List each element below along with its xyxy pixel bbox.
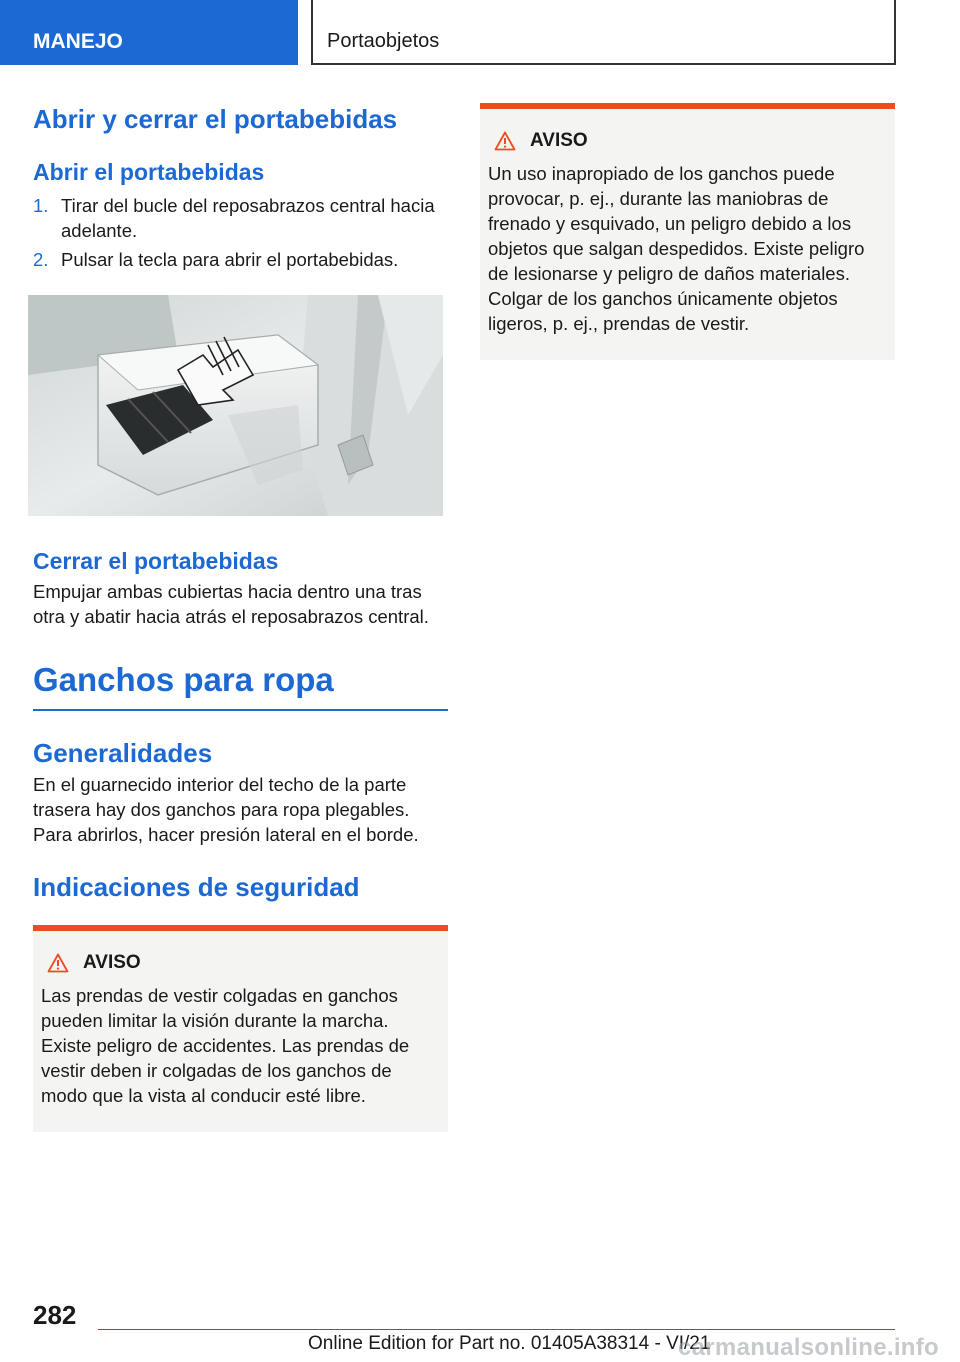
armrest-illustration — [28, 295, 443, 516]
step-text: Pulsar la tecla para abrir el portabebidas. — [61, 249, 399, 270]
header-section-label: MANEJO — [33, 30, 123, 53]
header-section-tab — [0, 0, 298, 65]
list-item — [33, 193, 448, 243]
heading-safety: Indicaciones de seguridad — [33, 872, 360, 902]
armrest-cupholder-image — [28, 295, 443, 516]
page-number: 282 — [33, 1300, 77, 1330]
footer-edition: Online Edition for Part no. 01405A38314 - VI/21 — [308, 1333, 711, 1354]
warning-text: Un uso inapropiado de los ganchos puede provocar, p. ej., durante las maniobras de frenado y esquivado, un peligro debido a los objetos que salgan despedidos. Existe peligro de lesionarse y peligro de daños materiales. Colgar de los ganchos únicamente objetos ligeros, p. ej., prendas de vestir. — [488, 163, 865, 334]
warning-title-text: AVISO — [83, 952, 141, 973]
left-column — [33, 103, 448, 1132]
heading-close: Cerrar el portabebidas — [33, 548, 279, 574]
heading-open-close: Abrir y cerrar el portabebidas — [33, 104, 398, 134]
list-item — [33, 247, 448, 272]
warning-box-right — [480, 103, 895, 360]
warning-triangle-icon — [47, 953, 69, 973]
paragraph-close: Empujar ambas cubiertas hacia dentro una tras otra y abatir hacia atrás el reposabrazos central. — [33, 581, 429, 627]
warning-triangle-icon — [494, 131, 516, 151]
heading-rule — [33, 709, 448, 711]
right-column — [480, 103, 895, 360]
heading-open: Abrir el portabebidas — [33, 159, 265, 185]
warning-title-text: AVISO — [530, 130, 588, 151]
step-number: 1. — [33, 195, 49, 216]
paragraph-general: En el guarnecido interior del techo de la parte trasera hay dos ganchos para ropa plegables. Para abrirlos, hacer presión lateral en el borde. — [33, 774, 419, 845]
header-chapter-label: Portaobjetos — [327, 30, 440, 52]
step-text: Tirar del bucle del reposabrazos central hacia adelante. — [61, 195, 435, 241]
header-chapter-tab — [311, 0, 896, 65]
heading-hooks: Ganchos para ropa — [33, 661, 334, 698]
warning-box-left — [33, 925, 448, 1132]
warning-title — [494, 129, 887, 153]
heading-general: Generalidades — [33, 738, 213, 768]
watermark: carmanualsonline.info — [678, 1334, 940, 1361]
warning-title — [47, 951, 440, 975]
footer-rule — [98, 1329, 895, 1330]
steps-list — [33, 193, 448, 272]
warning-text: Las prendas de vestir colgadas en ganchos pueden limitar la visión durante la marcha. Existe peligro de accidentes. Las prendas de vestir deben ir colgadas de los ganchos de modo que la vista al conducir esté libre. — [41, 985, 410, 1106]
step-number: 2. — [33, 249, 49, 270]
